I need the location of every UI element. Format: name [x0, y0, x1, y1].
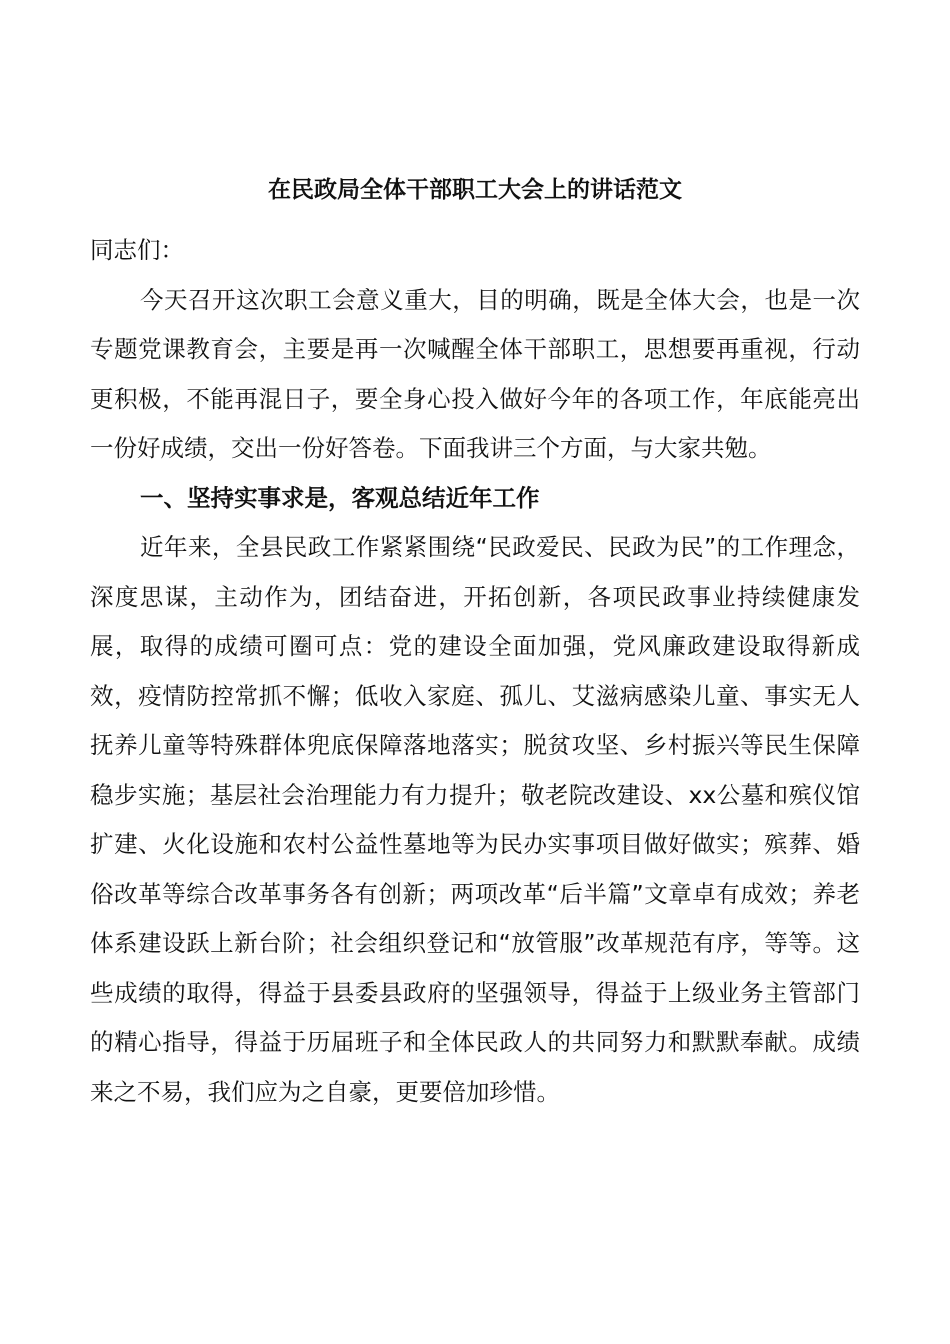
salutation: 同志们： — [90, 236, 184, 264]
paragraph-intro: 今天召开这次职工会意义重大，目的明确，既是全体大会，也是一次专题党课教育会，主要是再一次喊醒全体干部职工，思想要再重视，行动更积极，不能再混日子，要全身心投入做好今年的各项工作，年底能亮出一份好成绩，交出一份好答卷。下面我讲三个方面，与大家共勉。 — [90, 285, 860, 462]
document-title: 在民政局全体干部职工大会上的讲话范文 — [268, 177, 682, 203]
document-body — [90, 226, 860, 1117]
section-heading-1: 一、坚持实事求是，客观总结近年工作 — [140, 483, 540, 512]
paragraph-section-1: 近年来，全县民政工作紧紧围绕“民政爱民、民政为民”的工作理念，深度思谋，主动作为，团结奋进，开拓创新，各项民政事业持续健康发展，取得的成绩可圈可点：党的建设全面加强，党风廉政建设取得新成效，疫情防控常抓不懈；低收入家庭、孤儿、艾滋病感染儿童、事实无人抚养儿童等特殊群体兜底保障落地落实；脱贫攻坚、乡村振兴等民生保障稳步实施；基层社会治理能力有力提升；敬老院改建设、xx公墓和殡仪馆扩建、火化设施和农村公益性墓地等为民办实事项目做好做实；殡葬、婚俗改革等综合改革事务各有创新；两项改革“后半篇”文章卓有成效；养老体系建设跃上新台阶；社会组织登记和“放管服”改革规范有序，等等。这些成绩的取得，得益于县委县政府的坚强领导，得益于上级业务主管部门的精心指导，得益于历届班子和全体民政人的共同努力和默默奉献。成绩来之不易，我们应为之自豪，更要倍加珍惜。 — [90, 533, 860, 1106]
